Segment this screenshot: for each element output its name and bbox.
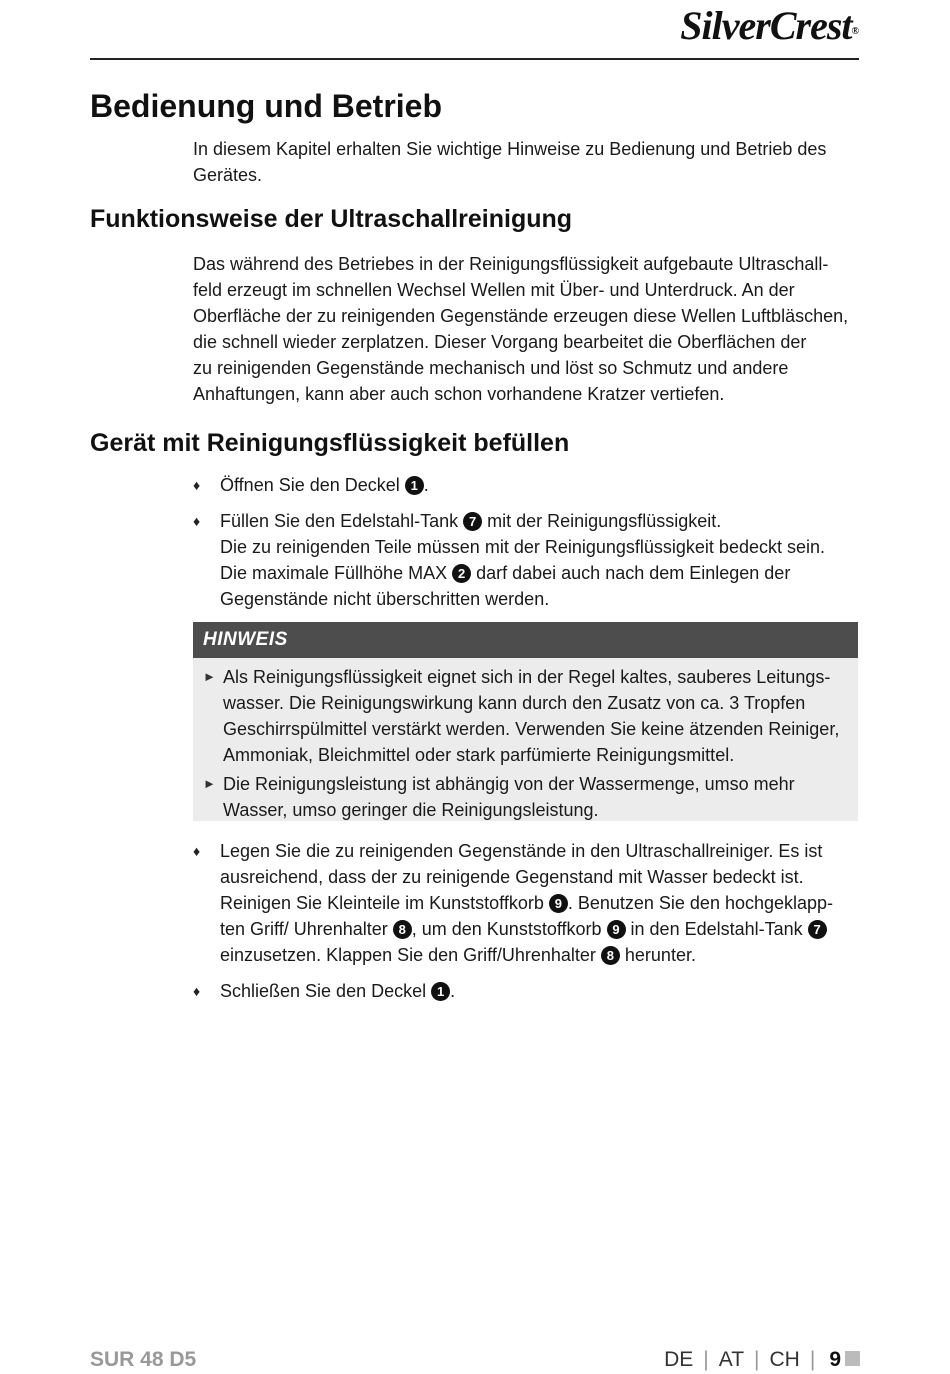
part-number-badge: 9 (607, 920, 626, 939)
note-item: ► Als Reinigungsflüssigkeit eignet sich in der Regel kaltes, sauberes Leitungs- wasser. Die Reinigungswirkung kann durch den Zusatz von ca. 3 Tropfen Geschirrspülmittel verstärkt werden. Verwenden Sie keine ätzenden Reiniger, Ammoniak, Bleichmittel oder stark parfümierte Reinigungsmittel. (203, 664, 848, 768)
footer-model: SUR 48 D5 (90, 1348, 197, 1371)
page-square-icon (845, 1351, 860, 1366)
footer-lang: AT (718, 1348, 745, 1371)
note-body (193, 658, 858, 821)
diamond-bullet-icon: ♦ (193, 513, 201, 529)
note-box (193, 622, 858, 821)
intro-paragraph: In diesem Kapitel erhalten Sie wichtige Hinweise zu Bedienung und Betrieb des Gerätes. (193, 139, 827, 185)
part-number-badge: 2 (452, 564, 471, 583)
note-item: ► Die Reinigungsleistung ist abhängig von der Wassermenge, umso mehr Wasser, umso geringer die Reinigungsleistung. (203, 771, 848, 823)
footer-page-info: DE | AT | CH | 9 (664, 1348, 860, 1372)
part-number-badge: 8 (601, 946, 620, 965)
page-title: Bedienung und Betrieb (90, 88, 442, 124)
section-heading-fill: Gerät mit Reinigungsflüssigkeit befüllen (90, 429, 570, 457)
note-title: HINWEIS (193, 622, 858, 658)
footer-lang: DE (664, 1348, 694, 1371)
part-number-badge: 8 (393, 920, 412, 939)
header-rule (90, 58, 859, 60)
silvercrest-logo: SilverCrest® (680, 3, 858, 48)
diamond-bullet-icon: ♦ (193, 843, 201, 859)
part-number-badge: 1 (405, 476, 424, 495)
ultrasonic-paragraph: Das während des Betriebes in der Reinigungsflüssigkeit aufgebaute Ultraschall- feld erzeugt im schnellen Wechsel Wellen mit Über- und Unterdruck. An der Oberfläche der zu reinigenden Gegenstände erzeugen diese Wellen Luftbläschen, die schnell wieder zerplatzen. Dieser Vorgang bearbeitet die Oberflächen der zu reinigenden Gegenstände mechanisch und löst so Schmutz und andere Anhaftungen, kann aber auch schon vorhandene Kratzer vertiefen. (193, 254, 849, 404)
part-number-badge: 7 (808, 920, 827, 939)
part-number-badge: 7 (463, 512, 482, 531)
part-number-badge: 9 (549, 894, 568, 913)
arrow-bullet-icon: ► (203, 669, 216, 684)
section-heading-ultrasonic: Funktionsweise der Ultraschallreinigung (90, 205, 573, 233)
diamond-bullet-icon: ♦ (193, 477, 201, 493)
page-number: 9 (829, 1348, 841, 1371)
diamond-bullet-icon: ♦ (193, 983, 201, 999)
part-number-badge: 1 (431, 982, 450, 1001)
arrow-bullet-icon: ► (203, 776, 216, 791)
footer-lang: CH (769, 1348, 800, 1371)
